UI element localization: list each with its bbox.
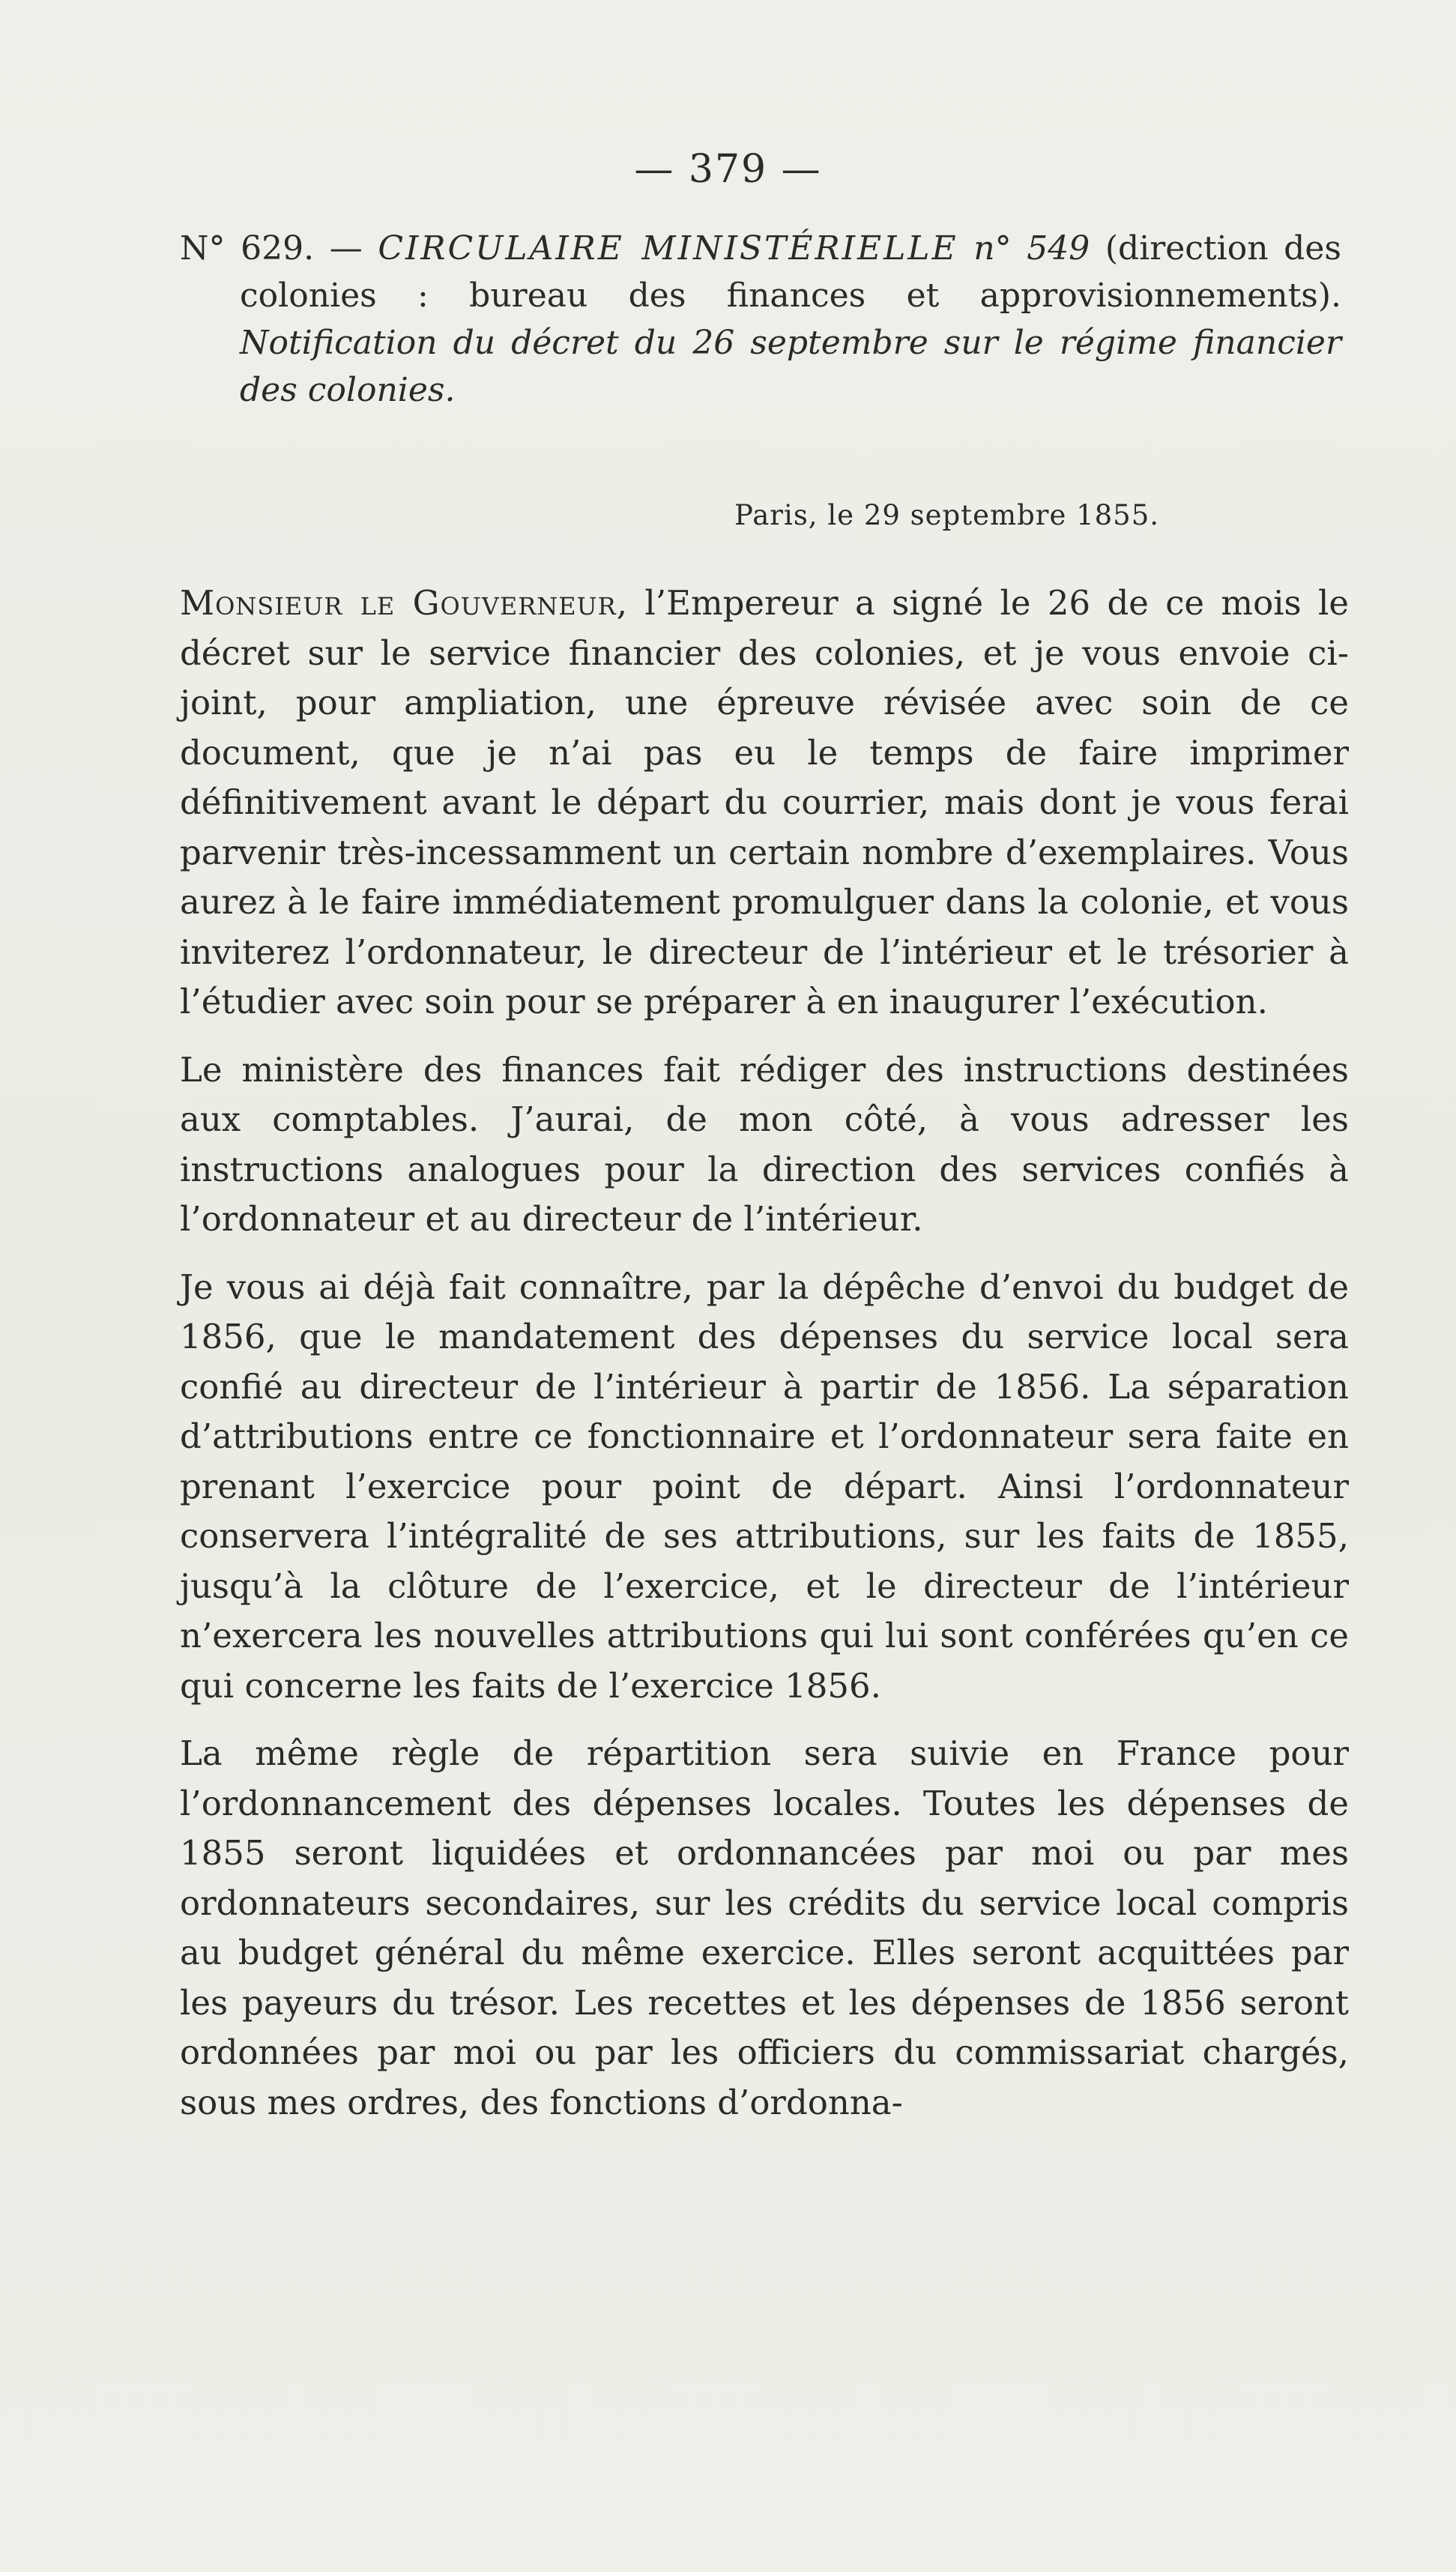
salutation: Monsieur le Gouverneur, (180, 583, 629, 623)
paragraph (180, 579, 1349, 1027)
dateline: Paris, le 29 septembre 1855. (734, 499, 1160, 531)
paragraph-text: l’Empereur a signé le 26 de ce mois le décret sur le service financier des colonies, et je vous envoie ci-joint, pour ampliation, une épreuve révisée avec soin de ce document, que je n’ai pas eu le temps de faire imprimer définitivement avant le départ du courrier, mais dont je vous ferai parvenir très-incessamment un certain nombre d’exemplaires. Vous aurez à le faire immédiatement promulguer dans la colonie, et vous inviterez l’ordonnateur, le directeur de l’intérieur et le trésorier à l’étudier avec soin pour se préparer à en inaugurer l’exécution. (180, 583, 1350, 1021)
circular-number: N° 629. — (180, 229, 363, 268)
circular-heading (180, 225, 1341, 414)
page-number: — 379 — (634, 147, 822, 192)
paragraph: Le ministère des finances fait rédiger des instructions destinées aux comptables. J’aurai, de mon côté, à vous adresser les instructions analogues pour la direction des services confiés à l’ordonnateur et au directeur de l’intérieur. (180, 1049, 1349, 1239)
circular-department: (direction des colonies : bureau des finances et approvisionnements). (240, 229, 1341, 315)
paragraph: La même règle de répartition sera suivie en France pour l’ordonnancement des dépenses locales. Toutes les dépenses de 1855 seront liquidées et ordonnancées par moi ou par mes ordonnateurs secondaires, sur les crédits du service local compris au budget général du même exercice. Elles seront acquittées par les payeurs du trésor. Les recettes et les dépenses de 1856 seront ordonnées par moi ou par les officiers du commissariat chargés, sous mes ordres, des fonctions d’ordonna- (180, 1733, 1349, 2122)
circular-title: CIRCULAIRE MINISTÉRIELLE (378, 229, 958, 268)
letter-body (180, 579, 1349, 2146)
circular-subject: Notification du décret du 26 septembre sur le régime financier des colonies. (240, 324, 1341, 409)
paragraph: Je vous ai déjà fait connaître, par la dépêche d’envoi du budget de 1856, que le mandatement des dépenses du service local sera confié au directeur de l’intérieur à partir de 1856. La séparation d’attributions entre ce fonctionnaire et l’ordonnateur sera faite en prenant l’exercice pour point de départ. Ainsi l’ordonnateur conservera l’intégralité de ses attributions, sur les faits de 1855, jusqu’à la clôture de l’exercice, et le directeur de l’intérieur n’exercera les nouvelles attributions qui lui sont conférées qu’en ce qui concerne les faits de l’exercice 1856. (180, 1267, 1349, 1706)
circular-no: n° 549 (973, 229, 1090, 268)
heading-block (180, 225, 1341, 414)
